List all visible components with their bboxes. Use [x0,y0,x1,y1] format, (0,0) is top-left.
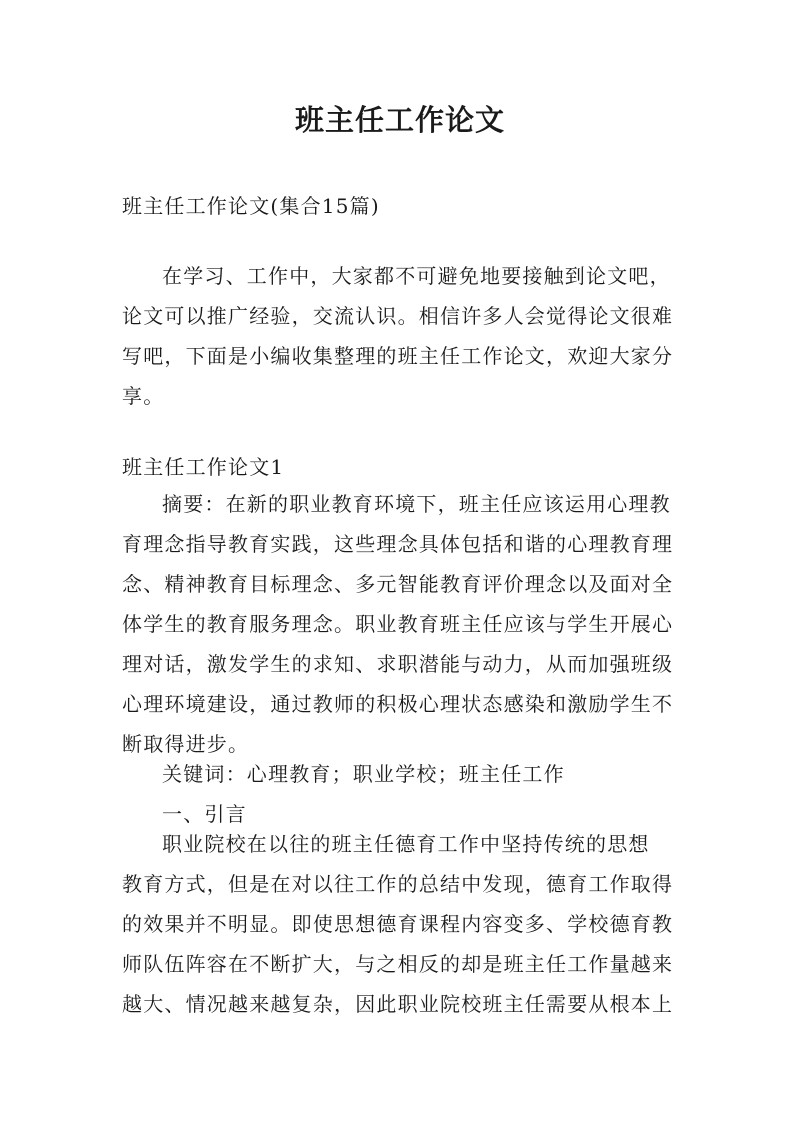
abstract-line: 育理念指导教育实践，这些理念具体包括和谐的心理教育理 [122,532,674,556]
intro-line: 写吧，下面是小编收集整理的班主任工作论文，欢迎大家分 [122,344,674,368]
intro-line: 享。 [122,384,165,408]
intro-line: 在学习、工作中，大家都不可避免地要接触到论文吧， [162,264,671,288]
abstract-line: 理对话，激发学生的求知、求职潜能与动力，从而加强班级 [122,652,674,676]
body-line: 师队伍阵容在不断扩大，与之相反的却是班主任工作量越来 [122,952,674,976]
abstract-line: 体学生的教育服务理念。职业教育班主任应该与学生开展心 [122,612,674,636]
body-line: 的效果并不明显。即使思想德育课程内容变多、学校德育教 [122,912,674,936]
body-line: 越大、情况越来越复杂，因此职业院校班主任需要从根本上 [122,992,674,1016]
abstract-line: 念、精神教育目标理念、多元智能教育评价理念以及面对全 [122,572,674,596]
intro-heading: 一、引言 [162,802,247,826]
body-line: 职业院校在以往的班主任德育工作中坚持传统的思想 [162,832,650,856]
keywords-line: 关键词：心理教育；职业学校；班主任工作 [162,762,565,786]
body-line: 教育方式，但是在对以往工作的总结中发现，德育工作取得 [122,872,674,896]
section-heading: 班主任工作论文1 [122,455,285,479]
abstract-line: 断取得进步。 [122,732,250,756]
abstract-line: 心理环境建设，通过教师的积极心理状态感染和激励学生不 [122,692,674,716]
document-title: 班主任工作论文 [294,103,505,137]
document-subtitle: 班主任工作论文(集合15篇) [122,194,380,218]
abstract-line: 摘要：在新的职业教育环境下，班主任应该运用心理教 [162,492,671,516]
intro-line: 论文可以推广经验，交流认识。相信许多人会觉得论文很难 [122,304,674,328]
